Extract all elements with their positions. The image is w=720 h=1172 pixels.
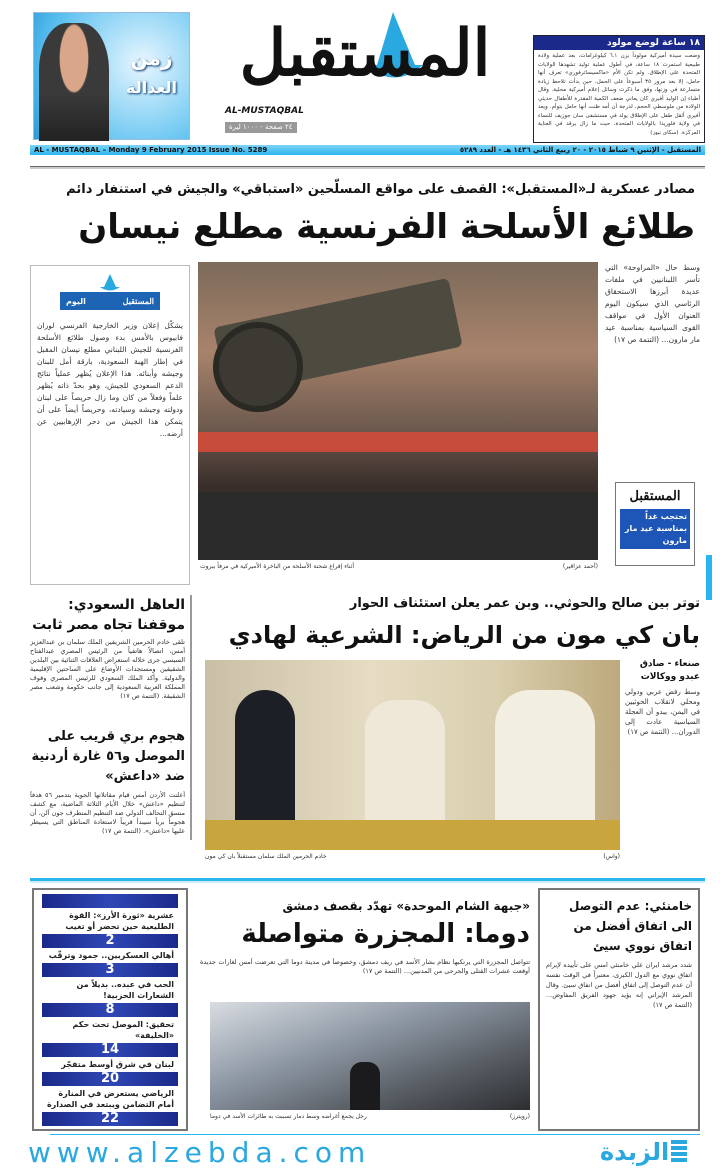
today-logo-left: المستقبل [122, 296, 154, 306]
newspaper-logo[interactable] [215, 10, 515, 140]
today-text: يشكّل إعلان وزير الخارجية الفرنسي لوران فابيوس بالأمس بدء وصول طلائع الأسلحة الفرنسية للجيش اللبناني مطلع نيسان المقبل في إطار الهبة السعودية، بارقة أمل للبنان وجيشه وأبنائه. هذا الإعلان يُظهر عملياً نتائج الدعم السعودي للجيش، وهو بحدّ ذاته يُظهر علماً وفعلاً من كان وما زال حريصاً على لبنان ودولته وجيشه وسيادته، وحريصاً أيضاً على أن يتمكن هذا الجيش من دحر الإرهابيين عن أرضه... [37, 321, 183, 438]
footer-rule [50, 1134, 700, 1135]
footer-logo-text: الزبدة [600, 1138, 670, 1166]
lead-caption-text: أثناء إفراغ شحنة الأسلحة من الباخرة الأميركية في مرفأ بيروت [200, 563, 354, 570]
douma-photo [210, 1002, 530, 1110]
index-item[interactable] [42, 1003, 178, 1041]
lead-photo [198, 262, 598, 560]
second-caption-text: خادم الحرمين الملك سلمان مستقبلاً بان كي مون [205, 853, 327, 860]
second-byline: صنعاء - صادق عبدو ووكالات [639, 659, 700, 682]
mosul-headline[interactable]: هجوم بري قريب على الموصل و٥٦ غارة أردنية ضد «داعش» [31, 729, 185, 784]
index-box [32, 888, 188, 1131]
price-badge: ٢٤ صفحة - ١٠٠٠ ليرة [225, 122, 297, 133]
lead-photo-credit: (أحمد عزاقير) [562, 563, 598, 570]
second-kicker: توتر بين صالح والحوثي.. وبن عمر يعلن استئناف الحوار [349, 596, 700, 611]
douma-photo-credit: (رويترز) [509, 1113, 530, 1120]
index-page-number: 3 [42, 963, 178, 977]
index-item[interactable] [42, 1112, 178, 1126]
index-item[interactable] [42, 934, 178, 961]
brief-box [533, 35, 705, 143]
promo-text: تحتجب غداً بمناسبة عيد مار مارون [620, 509, 690, 549]
index-item[interactable] [42, 1043, 178, 1070]
lead-caption [200, 563, 598, 571]
footer-url[interactable]: www.alzebda.com [28, 1136, 372, 1169]
left-column [30, 595, 185, 865]
mosul-text: أعلنت الأردن أمس قيام مقاتلاتها الجوية بتدمير ٥٦ هدفاً لتنظيم «داعش» خلال الأيام الثلاثة الماضية، مع كشف منسق التحالف الدولي ضد التنظيم المتطرف جون آلن، أن هجوماً برياً سيبدأ قريباً لاستعادة المناطق التي يسيطر عليها «داعش». (التتمة ص ١٧) [30, 791, 185, 835]
dateline-arabic: المستقبل - الإثنين ٩ شباط ٢٠١٥ - ٢٠ ربيع الثاني ١٤٣٦ هـ - العدد ٥٢٨٩ [459, 146, 701, 154]
index-item[interactable] [42, 963, 178, 1001]
second-column-text[interactable]: وسط رفض عربي ودولي ومحلي لانقلاب الحوثيين في اليمن، يبدو أن العجلة السياسية عادت إلى الدوران... (التتمة ص ١٧) [625, 688, 700, 736]
dateline-bar [30, 145, 705, 155]
index-page-number: 8 [42, 1003, 178, 1017]
lead-column-text[interactable]: وسط حال «المراوحة» التي تأسر اللبنانيين في ملفات عديدة أبرزها الاستحقاق الرئاسي الذي سيكون اليوم العنوان الأول في مواقف القوى السياسية بمناسبة عيد مار مارون... (التتمة ص ١٧) [605, 263, 700, 344]
portrait-caption-2: العدالة [126, 78, 177, 97]
logo-english: AL-MUSTAQBAL [225, 106, 304, 116]
saudi-text: تلقى خادم الحرمين الشريفين الملك سلمان بن عبدالعزيز أمس، اتصالاً هاتفياً من الرئيس المصري عبدالفتاح السيسي جرى خلاله استعراض العلاقات الثنائية بين البلدين الشقيقين ومستجدات الأوضاع على الساحتين الإقليمية والدولية. وأكد الملك السعودي للرئيس المصري وقوف المملكة العربية السعودية إلى جانب حكومة وشعب مصر الشقيقة. (التتمة ص ١٧) [30, 638, 185, 700]
index-page-number: 14 [42, 1043, 178, 1057]
lead-headline[interactable]: طلائع الأسلحة الفرنسية مطلع نيسان [78, 207, 695, 247]
footer-logo [600, 1137, 687, 1167]
index-title: تحقيق: الموصل تحت حكم «الخليفة» [72, 1020, 174, 1040]
index-title: عشرية «ثورة الأرز»: القوة الطليعية حين تحضر أو تغيب [65, 911, 174, 931]
menu-lines-icon [671, 1140, 687, 1164]
index-title: لبنان في شرق أوسط متفجّر [61, 1060, 174, 1069]
promo-box [615, 482, 695, 566]
second-caption [205, 853, 620, 861]
index-page-number [42, 894, 178, 908]
saudi-headline[interactable]: العاهل السعودي: موقفنا تجاه مصر ثابت [32, 597, 185, 633]
khamenei-headline[interactable]: خامنئي: عدم التوصل الى اتفاق أفضل من اتفاق نووي سيئ [569, 899, 692, 953]
divider [30, 166, 705, 169]
douma-kicker: «جبهة الشام الموحدة» تهدّد بقصف دمشق [282, 899, 530, 913]
index-title: الرياضي يستعرض في المنارة أمام التضامن ويبتعد في الصدارة [46, 1089, 174, 1109]
index-page-number: 20 [42, 1072, 178, 1086]
second-column [625, 658, 700, 863]
index-title: أهالي العسكريين.. جمود وترقّب [48, 951, 174, 960]
khamenei-text: شدد مرشد ايران علي خامنئي امس على تأييده لإبرام اتفاق نووي مع الدول الكبرى، معتبراً في الوقت نفسه أن عدم التوصل إلى اتفاق أفضل من اتفاق سيئ. وقال المرشد الإيراني إنه يؤيد جهود الفريق المفاوض... (التتمة ص ١٧) [546, 961, 692, 1009]
left-rule [190, 595, 192, 840]
douma-caption [210, 1113, 530, 1121]
douma-caption-text: رجل يجمع أغراضه وسط دمار تسببت به طائرات الأسد في دوما [210, 1113, 367, 1120]
douma-headline[interactable]: دوما: المجزرة متواصلة [241, 919, 530, 949]
promo-logo: المستقبل [629, 489, 681, 504]
today-box [30, 265, 190, 585]
portrait-caption-1: زمن [130, 46, 173, 70]
index-page-number: 22 [42, 1112, 178, 1126]
index-item[interactable] [42, 894, 178, 932]
second-photo-credit: (واس) [603, 853, 620, 860]
portrait-box [33, 12, 190, 140]
index-item[interactable] [42, 1072, 178, 1110]
index-title: الحب في عبده.. بديلاً من الشعارات الحزبية! [76, 980, 174, 1000]
dateline-english: AL - MUSTAQBAL – Monday 9 February 2015 Issue No. 5289 [34, 146, 268, 154]
brief-title: ١٨ ساعة لوضع مولود [534, 36, 704, 50]
portrait-image [39, 23, 109, 141]
today-logo-right: اليوم [66, 296, 86, 306]
today-logo [60, 280, 160, 314]
douma-text[interactable]: تتواصل المجزرة التي يرتكبها نظام بشار الأسد في ريف دمشق، وخصوصاً في مدينة دوما التي تعرضت أمس لغارات جديدة أوقعت عشرات القتلى والجرحى من المدنيين... (التتمة ص ١٧) [200, 958, 530, 975]
logo-arabic: المستقبل [239, 16, 491, 91]
sail-logo-icon [100, 274, 120, 292]
index-page-number: 2 [42, 934, 178, 948]
brief-text: وضعت سيدة أميركية مولوداً يزن ٦.١ كيلوغرامات، بعد عملية ولادة طبيعية استمرت ١٨ ساعة، في أطول عملية توليد تشهدها الولايات المتحدة على الإطلاق. ولم تكن الأم «ماكسيساترفوري» تعرف أنها حامل، إلا بعد مرور ٣٥ أسبوعاً على الحمل، حين بدأت تلاحظ زيادة متسارعة في وزنها، وفق ما ذكرت وسائل إعلام أميركية محلية. وقال أطباء إن الوليد أفيري كان يعاني ضعف الكمية المقدرة للأطفال حديثي الولادة من ملوسطي الحجم، لدرجة أن أمه ظنت أنها حامل بتوأم. ويعد أفيري أثقل طفل على الإطلاق يولد في مستشفى سان جوزيف للنساء في ولاية فلوريدا بالولايات المتحدة، حيث ما زال يرقد في العناية المركزة. (سكاي نيوز) [538, 53, 701, 135]
accent-strip [706, 555, 712, 600]
blue-rule [30, 878, 705, 883]
second-photo [205, 660, 620, 850]
lead-kicker: مصادر عسكرية لـ«المستقبل»: القصف على مواقع المسلّحين «استباقي» والجيش في استنفار دائم [66, 182, 695, 197]
second-headline[interactable]: بان كي مون من الرياض: الشرعية لهادي [228, 621, 700, 649]
khamenei-box [538, 888, 700, 1131]
